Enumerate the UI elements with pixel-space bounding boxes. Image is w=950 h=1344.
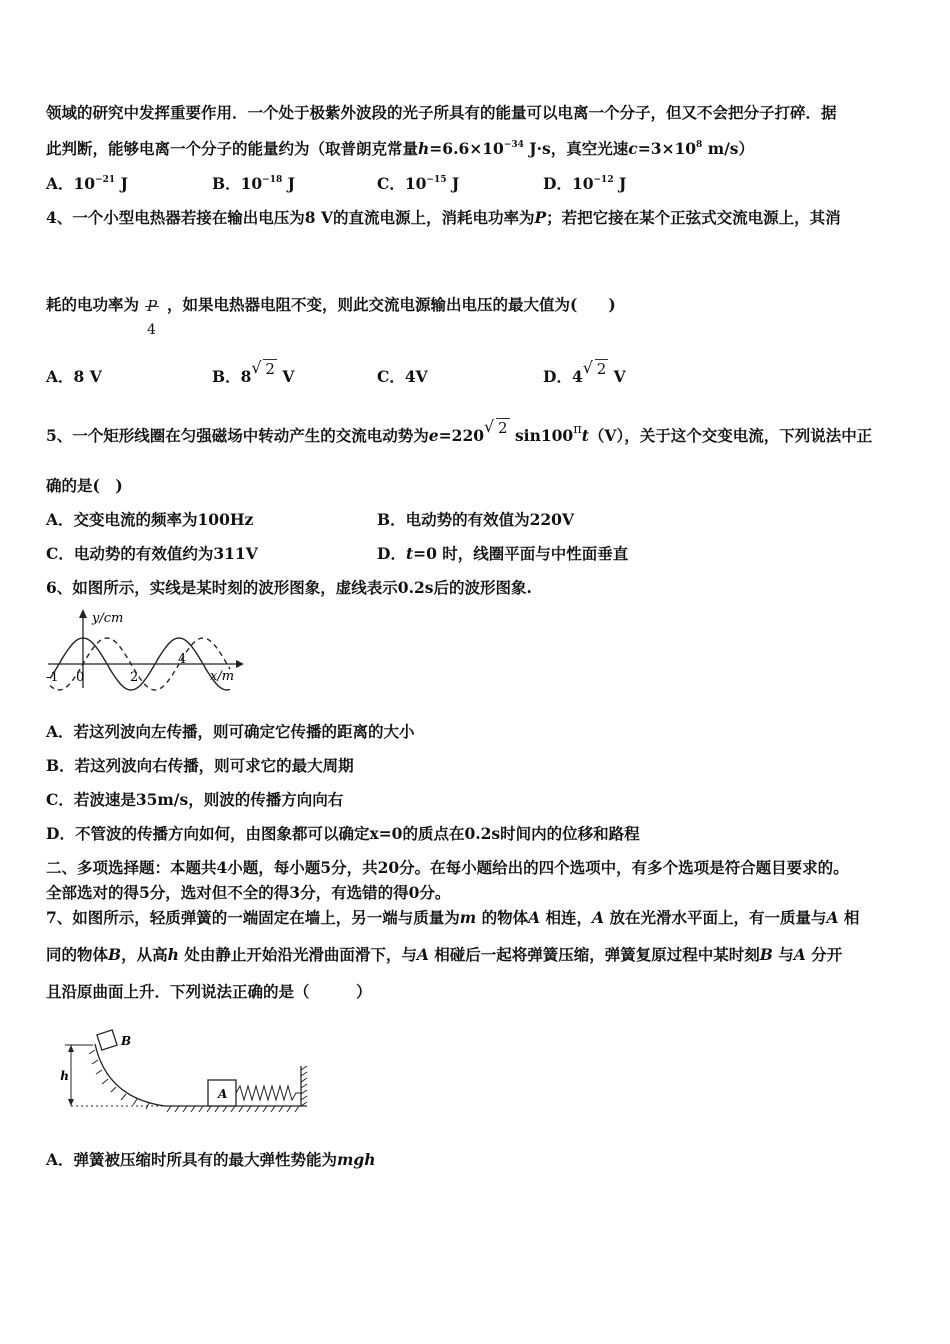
q4-option-b[interactable]: B．8√ 2 V — [212, 367, 294, 387]
tick-label: -1 — [46, 670, 59, 685]
q4-line2: 耗的电功率为 P 4 ，如果电热器电阻不变，则此交流电源输出电压的最大值为( ) — [46, 283, 616, 328]
q5-option-a[interactable]: A．交变电流的频率为100Hz — [46, 510, 254, 529]
x-axis-label: x/m — [210, 669, 235, 684]
sqrt-symbol: √ 2 — [251, 359, 277, 379]
block-b — [97, 1030, 117, 1050]
block-b-label: B — [121, 1034, 132, 1048]
q4-option-c[interactable]: C．4V — [377, 367, 428, 386]
x-axis-arrow — [236, 660, 244, 668]
spring-slope-figure — [55, 1028, 325, 1118]
y-axis-arrow — [79, 609, 87, 618]
sqrt-symbol: √ 2 — [583, 359, 609, 379]
spring — [236, 1086, 301, 1100]
height-label: h — [60, 1069, 69, 1083]
q3-option-a[interactable]: A．$10^{-21}$ J — [46, 174, 128, 193]
y-axis-label: y/cm — [92, 611, 124, 626]
q7-option-a[interactable]: A．弹簧被压缩时所具有的最大弹性势能为mgh — [46, 1150, 376, 1169]
q3-option-b[interactable]: B．$10^{-18}$ J — [212, 174, 295, 193]
q5-option-d[interactable]: D．t=0 时，线圈平面与中性面垂直 — [377, 544, 629, 563]
q7-line3: 且沿原曲面上升．下列说法正确的是（ ） — [46, 982, 372, 1001]
q6-option-c[interactable]: C．若波速是35m/s，则波的传播方向向右 — [46, 790, 344, 809]
sqrt-symbol: √ 2 — [484, 418, 510, 438]
tick-label: 2 — [130, 670, 139, 685]
section2-line2: 全部选对的得5分，选对但不全的得3分，有选错的得0分。 — [46, 883, 451, 902]
q3-option-d[interactable]: D．$10^{-12}$ J — [543, 174, 627, 193]
q4-line1: 4、一个小型电热器若接在输出电压为8 V的直流电源上，消耗电功率为P；若把它接在某个正弦式交流电源上，其消 — [46, 208, 841, 227]
q5-line2: 确的是( ) — [46, 476, 123, 495]
slope-curve — [95, 1044, 165, 1106]
q6-option-a[interactable]: A．若这列波向左传播，则可确定它传播的距离的大小 — [46, 722, 415, 741]
q6-option-b[interactable]: B．若这列波向右传播，则可求它的最大周期 — [46, 756, 354, 775]
q4-option-a[interactable]: A．8 V — [46, 367, 102, 386]
q4-option-d[interactable]: D．4√ 2 V — [543, 367, 626, 387]
q3-option-c[interactable]: C．$10^{-15}$ J — [377, 174, 460, 193]
tick-label: 0 — [76, 670, 85, 685]
tick-label: 4 — [178, 652, 187, 667]
q3-line1: 领域的研究中发挥重要作用．一个处于极紫外波段的光子所具有的能量可以电离一个分子，但又不会把分子打碎．据 — [46, 103, 837, 122]
q7-line1: 7、如图所示，轻质弹簧的一端固定在墙上，另一端与质量为m 的物体A 相连，A 放在光滑水平面上，有一质量与A 相 — [46, 908, 860, 927]
fraction-p-over-4: P 4 — [147, 297, 158, 338]
q5-line1: 5、一个矩形线圈在匀强磁场中转动产生的交流电动势为e=220√ 2 $\sin 100^\pi t(V)$，关于这个交变电流，下列说法中正 — [46, 426, 872, 448]
q3-line2: 此判断，能够电离一个分子的能量约为（取普朗克常量$h=6.6\times 10^{-34}$ J·s，真空光速$c=3\times 10^8$ m/s） — [46, 139, 754, 158]
q6-option-d[interactable]: D．不管波的传播方向如何，由图象都可以确定x=0的质点在0.2s时间内的位移和路程 — [46, 824, 640, 843]
q5-option-b[interactable]: B．电动势的有效值为220V — [377, 510, 574, 529]
q6-line1: 6、如图所示，实线是某时刻的波形图象，虚线表示0.2s后的波形图象. — [46, 578, 532, 597]
block-a-label: A — [218, 1087, 228, 1101]
q7-line2: 同的物体B，从高h 处由静止开始沿光滑曲面滑下，与A 相碰后一起将弹簧压缩，弹簧复原过程中某时刻B 与A 分开 — [46, 945, 843, 964]
section2-line1: 二、多项选择题：本题共4小题，每小题5分，共20分。在每小题给出的四个选项中，有多个选项是符合题目要求的。 — [46, 858, 849, 877]
wave-figure — [40, 606, 250, 694]
q5-option-c[interactable]: C．电动势的有效值约为311V — [46, 544, 258, 563]
